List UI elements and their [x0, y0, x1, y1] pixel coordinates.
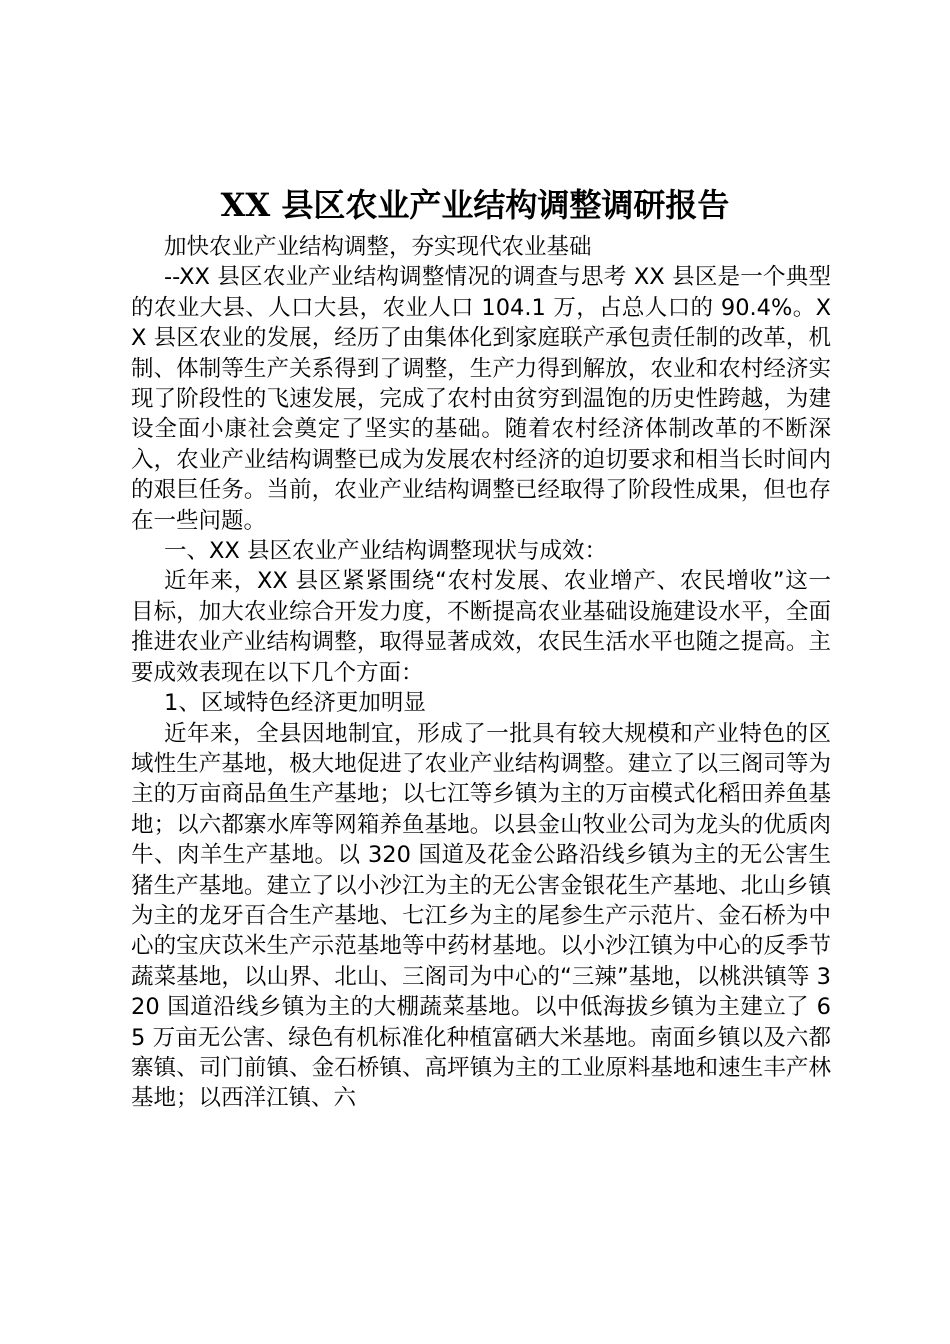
document-title: XX 县区农业产业结构调整调研报告	[220, 186, 730, 224]
subsection-heading-1: 1、区域特色经济更加明显	[164, 690, 426, 717]
section-1-paragraph: 近年来，XX 县区紧紧围绕“农村发展、农业增产、农民增收”这一目标，加大农业综合开发力度，不断提高农业基础设施建设水平，全面推进农业产业结构调整，取得显著成效，农民生活水平也随之提高。主要成效表现在以下几个方面：	[131, 568, 831, 686]
section-heading-1: 一、XX 县区农业产业结构调整现状与成效：	[164, 538, 607, 565]
intro-paragraph: --XX 县区农业产业结构调整情况的调查与思考 XX 县区是一个典型的农业大县、人口大县，农业人口 104.1 万，占总人口的 90.4%。XX 县区农业的发展，经历了由集体化到家庭联产承包责任制的改革，机制、体制等生产关系得到了调整，生产力得到解放，农业和农村经济实现了阶段性的飞速发展，完成了农村由贫穷到温饱的历史性跨越，为建设全面小康社会奠定了坚实的基础。随着农村经济体制改革的不断深入，农业产业结构调整已成为发展农村经济的迫切要求和相当长时间内的艰巨任务。当前，农业产业结构调整已经取得了阶段性成果，但也存在一些问题。	[131, 264, 831, 534]
document-body	[131, 232, 831, 1114]
subsection-1-paragraph: 近年来，全县因地制宜，形成了一批具有较大规模和产业特色的区域性生产基地，极大地促进了农业产业结构调整。建立了以三阁司等为主的万亩商品鱼生产基地；以七江等乡镇为主的万亩模式化稻田养鱼基地；以六都寨水库等网箱养鱼基地。以县金山牧业公司为龙头的优质肉牛、肉羊生产基地。以 320 国道及花金公路沿线乡镇为主的无公害生猪生产基地。建立了以小沙江为主的无公害金银花生产基地、北山乡镇为主的龙牙百合生产基地、七江乡为主的尾参生产示范片、金石桥为中心的宝庆苡米生产示范基地等中药材基地。以小沙江镇为中心的反季节蔬菜基地，以山界、北山、三阁司为中心的“三辣”基地，以桃洪镇等 320 国道沿线乡镇为主的大棚蔬菜基地。以中低海拔乡镇为主建立了 65 万亩无公害、绿色有机标准化种植富硒大米基地。南面乡镇以及六都寨镇、司门前镇、金石桥镇、高坪镇为主的工业原料基地和速生丰产林基地；以西洋江镇、六	[131, 720, 831, 1112]
subtitle-paragraph: 加快农业产业结构调整，夯实现代农业基础	[164, 234, 592, 260]
